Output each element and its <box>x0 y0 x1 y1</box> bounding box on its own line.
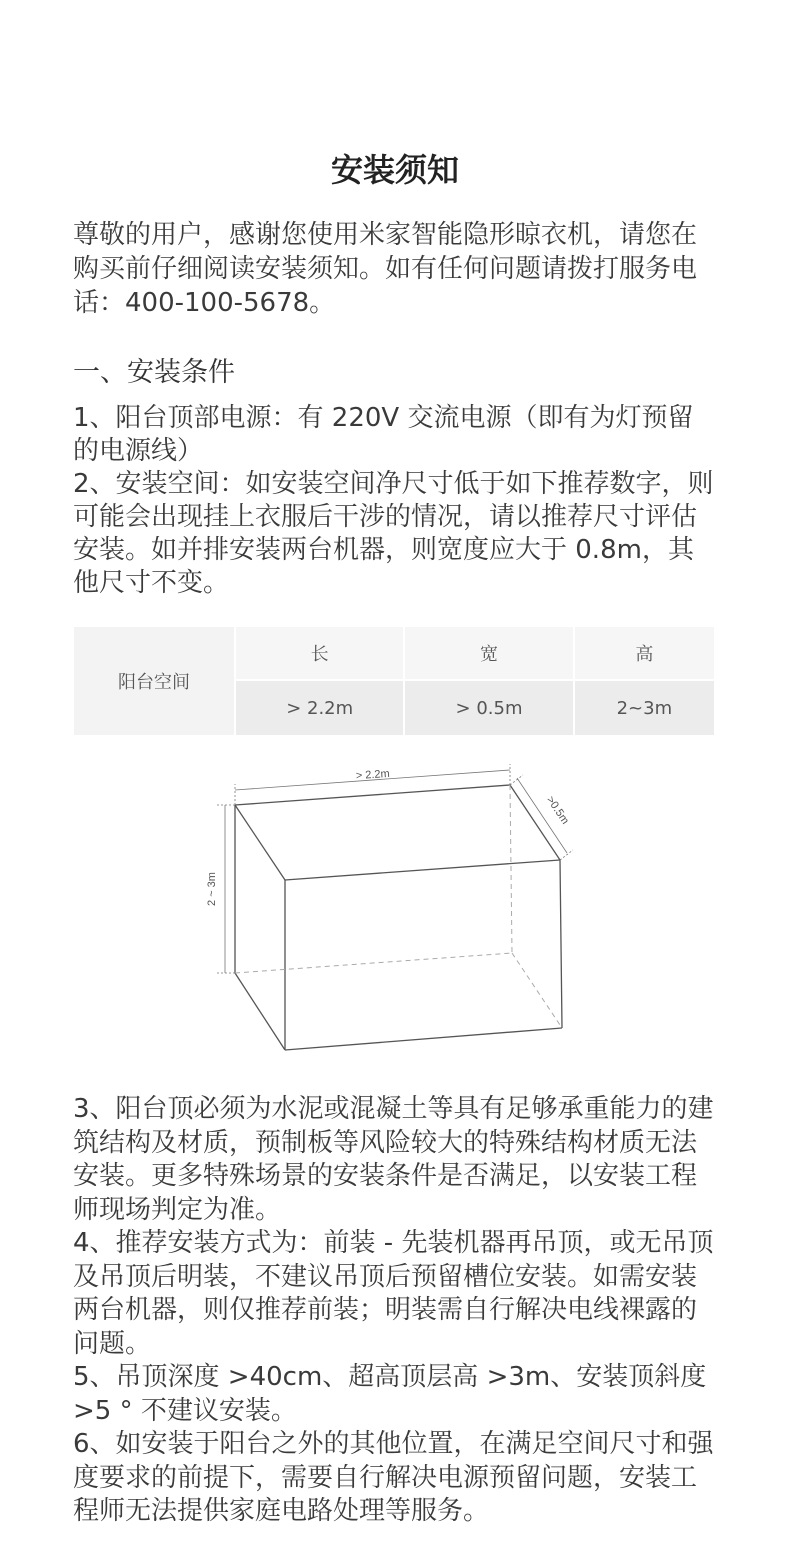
condition-item-1: 1、阳台顶部电源：有 220V 交流电源（即有为灯预留的电源线） <box>73 403 694 466</box>
page-title: 安装须知 <box>330 151 459 189</box>
dimension-lines <box>217 764 573 973</box>
height-dimension-label: 2 ~ 3m <box>206 872 218 906</box>
rule-item-6: 6、如安装于阳台之外的其他位置，在满足空间尺寸和强度要求的前提下，需要自行解决电源预留问题，安装工程师无法提供家庭电路处理等服务。 <box>73 1429 714 1526</box>
condition-item-2: 2、安装空间：如安装空间净尺寸低于如下推荐数字，则可能会出现挂上衣服后干涉的情况，请以推荐尺寸评估安装。如并排安装两台机器，则宽度应大于 0.8m，其他尺寸不变。 <box>73 469 714 598</box>
rule-item-4: 4、推荐安装方式为：前装 - 先装机器再吊顶，或无吊顶及吊顶后明装，不建议吊顶后预留槽位安装。如需安装两台机器，则仅推荐前装；明装需自行解决电线裸露的问题。 <box>73 1228 714 1359</box>
balcony-space-diagram <box>195 760 595 1060</box>
table-value-width: > 0.5m <box>404 680 573 736</box>
conditions-list <box>73 402 717 600</box>
depth-dimension-label: >0.5m <box>543 794 572 827</box>
rule-item-3: 3、阳台顶必须为水泥或混凝土等具有足够承重能力的建筑结构及材质，预制板等风险较大的特殊结构材质无法安装。更多特殊场景的安装条件是否满足，以安装工程师现场判定为准。 <box>73 1094 714 1225</box>
table-value-length: > 2.2m <box>235 680 404 736</box>
box-solid-edges <box>235 785 562 1050</box>
intro-paragraph <box>73 218 717 320</box>
balcony-space-table <box>72 625 716 737</box>
length-dimension-label: > 2.2m <box>355 767 391 783</box>
table-header-width: 宽 <box>404 626 573 680</box>
table-header-height: 高 <box>574 626 715 680</box>
table-value-height: 2~3m <box>574 680 715 736</box>
intro-text: 尊敬的用户，感谢您使用米家智能隐形晾衣机，请您在购买前仔细阅读安装须知。如有任何问题请拨打服务电话：400-100-5678。 <box>73 220 698 318</box>
table-row-header: 阳台空间 <box>73 626 235 736</box>
table-header-length: 长 <box>235 626 404 680</box>
section-title-installation-conditions: 一、安装条件 <box>73 357 235 388</box>
rule-item-5: 5、吊顶深度 >40cm、超高顶层高 >3m、安装顶斜度 >5 ° 不建议安装。 <box>73 1362 707 1426</box>
rules-list <box>73 1093 717 1529</box>
box-hidden-edges <box>235 785 562 1028</box>
